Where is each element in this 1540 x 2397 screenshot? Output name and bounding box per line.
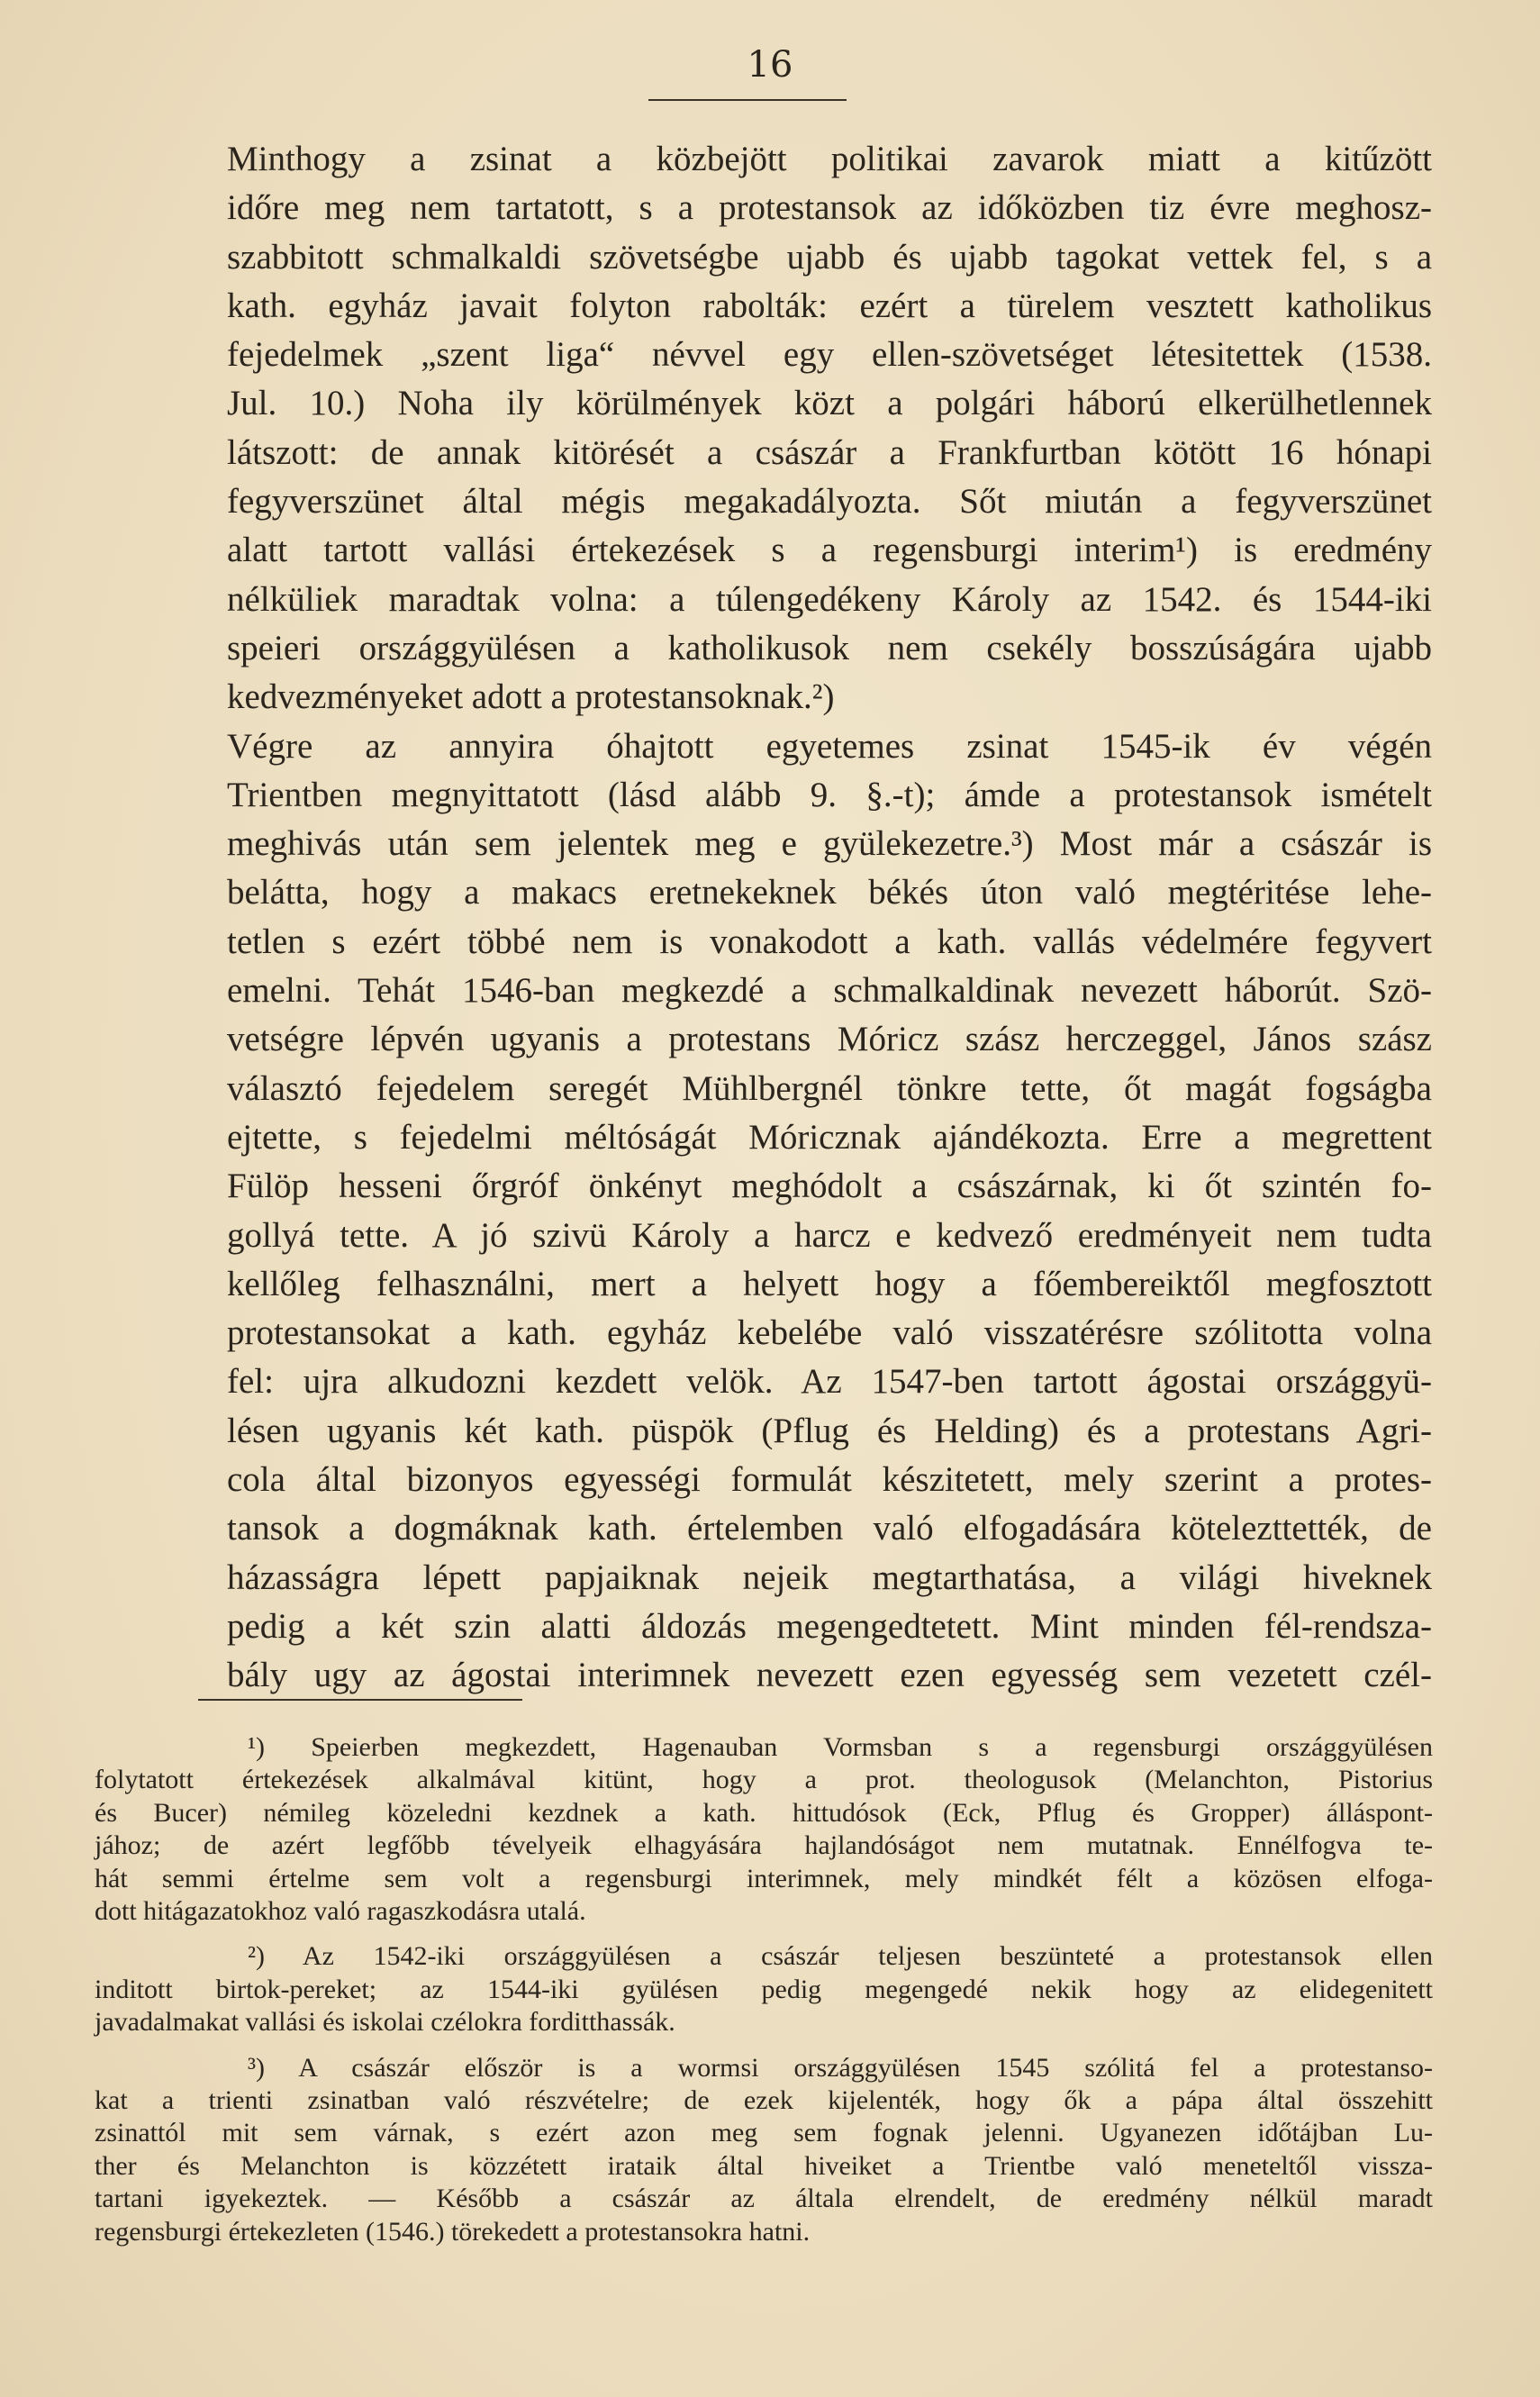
- text-line: kedvezményeket adott a protestansoknak.²): [227, 677, 835, 717]
- text-line: fel: ujra alkudozni kezdett velök. Az 1547-ben tartott ágostai országgyü-: [227, 1362, 1432, 1402]
- text-line: nélküliek maradtak volna: a túlengedékeny Károly az 1542. és 1544-iki: [227, 579, 1432, 619]
- text-line: meghivás után sem jelentek meg e gyülekezetre.³) Most már a császár is: [227, 824, 1432, 864]
- text-line: cola által bizonyos egyességi formulát készitetett, mely szerint a protes-: [227, 1460, 1432, 1500]
- text-line: protestansokat a kath. egyház kebelébe való visszatérésre szólitotta volna: [227, 1313, 1432, 1353]
- text-line: emelni. Tehát 1546-ban megkezdé a schmalkaldinak nevezett háborút. Szö-: [227, 971, 1432, 1011]
- footnote-line: ²) Az 1542-iki országgyülésen a császár teljesen beszünteté a protestansok ellen: [248, 1941, 1433, 1972]
- footnote-line: ther és Melanchton is közzétett iratаik által hiveiket a Trientbe való meneteltől vissza-: [95, 2150, 1433, 2181]
- text-line: gollyá tette. A jó szivü Károly a harcz e kedvező eredményeit nem tudta: [227, 1215, 1432, 1255]
- footnote-line: zsinattól mit sem várnak, s ezért azon meg sem fognak jelenni. Ugyanezen időtájban Lu-: [95, 2118, 1433, 2148]
- text-line: ejtette, s fejedelmi méltóságát Móricznak ajándékozta. Erre a megrettent: [227, 1117, 1432, 1157]
- text-line: választó fejedelem seregét Mühlbergnél tönkre tette, őt magát fogságba: [227, 1068, 1432, 1108]
- footnote-line: kat a trienti zsinatban való részvételre; de ezek kijelenték, hogy ők a pápa által összehitt: [95, 2085, 1433, 2116]
- text-line: Végre az annyira óhajtott egyetemes zsinat 1545-ik év végén: [227, 726, 1432, 766]
- page-number: 16: [747, 44, 793, 86]
- text-line: időre meg nem tartatott, s a protestansok az időközben tiz évre meghosz-: [227, 188, 1432, 228]
- text-line: tansok a dogmáknak kath. értelemben való elfogadására kötelezttették, de: [227, 1509, 1432, 1548]
- text-line: Trientben megnyittatott (lásd alább 9. §.-t); ámde a protestansok ismételt: [227, 775, 1432, 814]
- text-line: tetlen s ezért többé nem is vonakodott a kath. vallás védelmére fegyvert: [227, 922, 1432, 961]
- footnote-line: dott hitágazatokhoz való ragaszkodásra utalá.: [95, 1896, 586, 1927]
- footnote-line: regensburgi értekezleten (1546.) törekedett a protestansokra hatni.: [95, 2216, 811, 2247]
- text-line: fegyverszünet által mégis megakadályozta. Sőt miután a fegyverszünet: [227, 482, 1432, 522]
- footnote-line: tartani igyekeztek. — Később a császár az általa elrendelt, de eredmény nélkül maradt: [95, 2184, 1433, 2214]
- footnote-2: [95, 1940, 1433, 2038]
- footnote-3: [95, 2052, 1433, 2248]
- footnote-line: és Bucer) némileg közeledni kezdnek a kath. hittudósok (Eck, Pflug és Gropper) álláspont-: [95, 1797, 1433, 1828]
- text-line: látszott: de annak kitörését a császár a Frankfurtban kötött 16 hónapi: [227, 432, 1432, 472]
- footnote-line: jához; de azért legfőbb tévelyeik elhagyására hajlandóságot nem mutatnak. Ennélfogva te-: [95, 1830, 1433, 1861]
- text-line: lésen ugyanis két kath. püspök (Pflug és Helding) és a protestans Agri-: [227, 1411, 1432, 1450]
- text-line: speieri országgyülésen a katholikusok nem csekély bosszúságára ujabb: [227, 628, 1432, 667]
- footnote-line: inditott birtok-pereket; az 1544-iki gyülésen pedig megengedé nekik hogy az elidegenitett: [95, 1974, 1433, 2004]
- main-text: [92, 135, 1432, 1701]
- text-line: alatt tartott vallási értekezések s a regensburgi interim¹) is eredmény: [227, 531, 1432, 570]
- text-line: bály ugy az ágostai interimnek nevezett ezen egyesség sem vezetett czél-: [227, 1656, 1432, 1695]
- text-line: Fülöp hesseni őrgróf önkényt meghódolt a császárnak, ki őt szintén fo-: [227, 1167, 1432, 1206]
- text-line: pedig a két szin alatti áldozás megengedtetett. Mint minden fél-rendsza-: [227, 1606, 1432, 1646]
- text-line: Jul. 10.) Noha ily körülmények közt a polgári háború elkerülhetlennek: [227, 384, 1432, 423]
- text-line: kath. egyház javait folyton rabolták: ezért a türelem vesztett katholikus: [227, 286, 1432, 325]
- header-rule: [648, 99, 847, 101]
- text-line: vetségre lépvén ugyanis a protestans Móricz szász herczeggel, János szász: [227, 1020, 1432, 1059]
- footnote-line: folytatott értekezések alkalmával kitünt, hogy a prot. theologusok (Melanchton, Pistorius: [95, 1765, 1433, 1795]
- text-line: belátta, hogy a makacs eretnekeknek békés úton való megtéritése lehe-: [227, 873, 1432, 912]
- text-line: fejedelmek „szent liga“ névvel egy ellen-szövetséget létesitettek (1538.: [227, 335, 1432, 375]
- footnote-separator: [198, 1699, 522, 1701]
- footnote-1: [95, 1731, 1433, 1928]
- text-line: szabbitott schmalkaldi szövetségbe ujabb és ujabb tagokat vettek fel, s a: [227, 237, 1432, 277]
- footnote-line: ¹) Speierben megkezdett, Hagenauban Vormsban s a regensburgi országgyülésen: [248, 1732, 1433, 1762]
- footnote-line: ³) A császár először is a wormsi országgyülésen 1545 szólitá fel a protestanso-: [248, 2052, 1433, 2083]
- text-line: Minthogy a zsinat a közbejött politikai zavarok miatt a kitűzött: [227, 140, 1432, 178]
- footnote-line: hát semmi értelme sem volt a regensburgi interimnek, mely mindkét félt a közösen elfoga-: [95, 1863, 1433, 1893]
- footnotes: [95, 1731, 1433, 2261]
- text-line: házasságra lépett papjaiknak nejeik megtarthatása, a világi hiveknek: [227, 1557, 1432, 1597]
- footnote-line: javadalmakat vallási és iskolai czélokra forditthassák.: [95, 2007, 675, 2038]
- text-line: kellőleg felhasználni, mert a helyett hogy a főembereiktől megfosztott: [227, 1264, 1432, 1303]
- paragraph: [92, 135, 1432, 722]
- paragraph: [92, 722, 1432, 1701]
